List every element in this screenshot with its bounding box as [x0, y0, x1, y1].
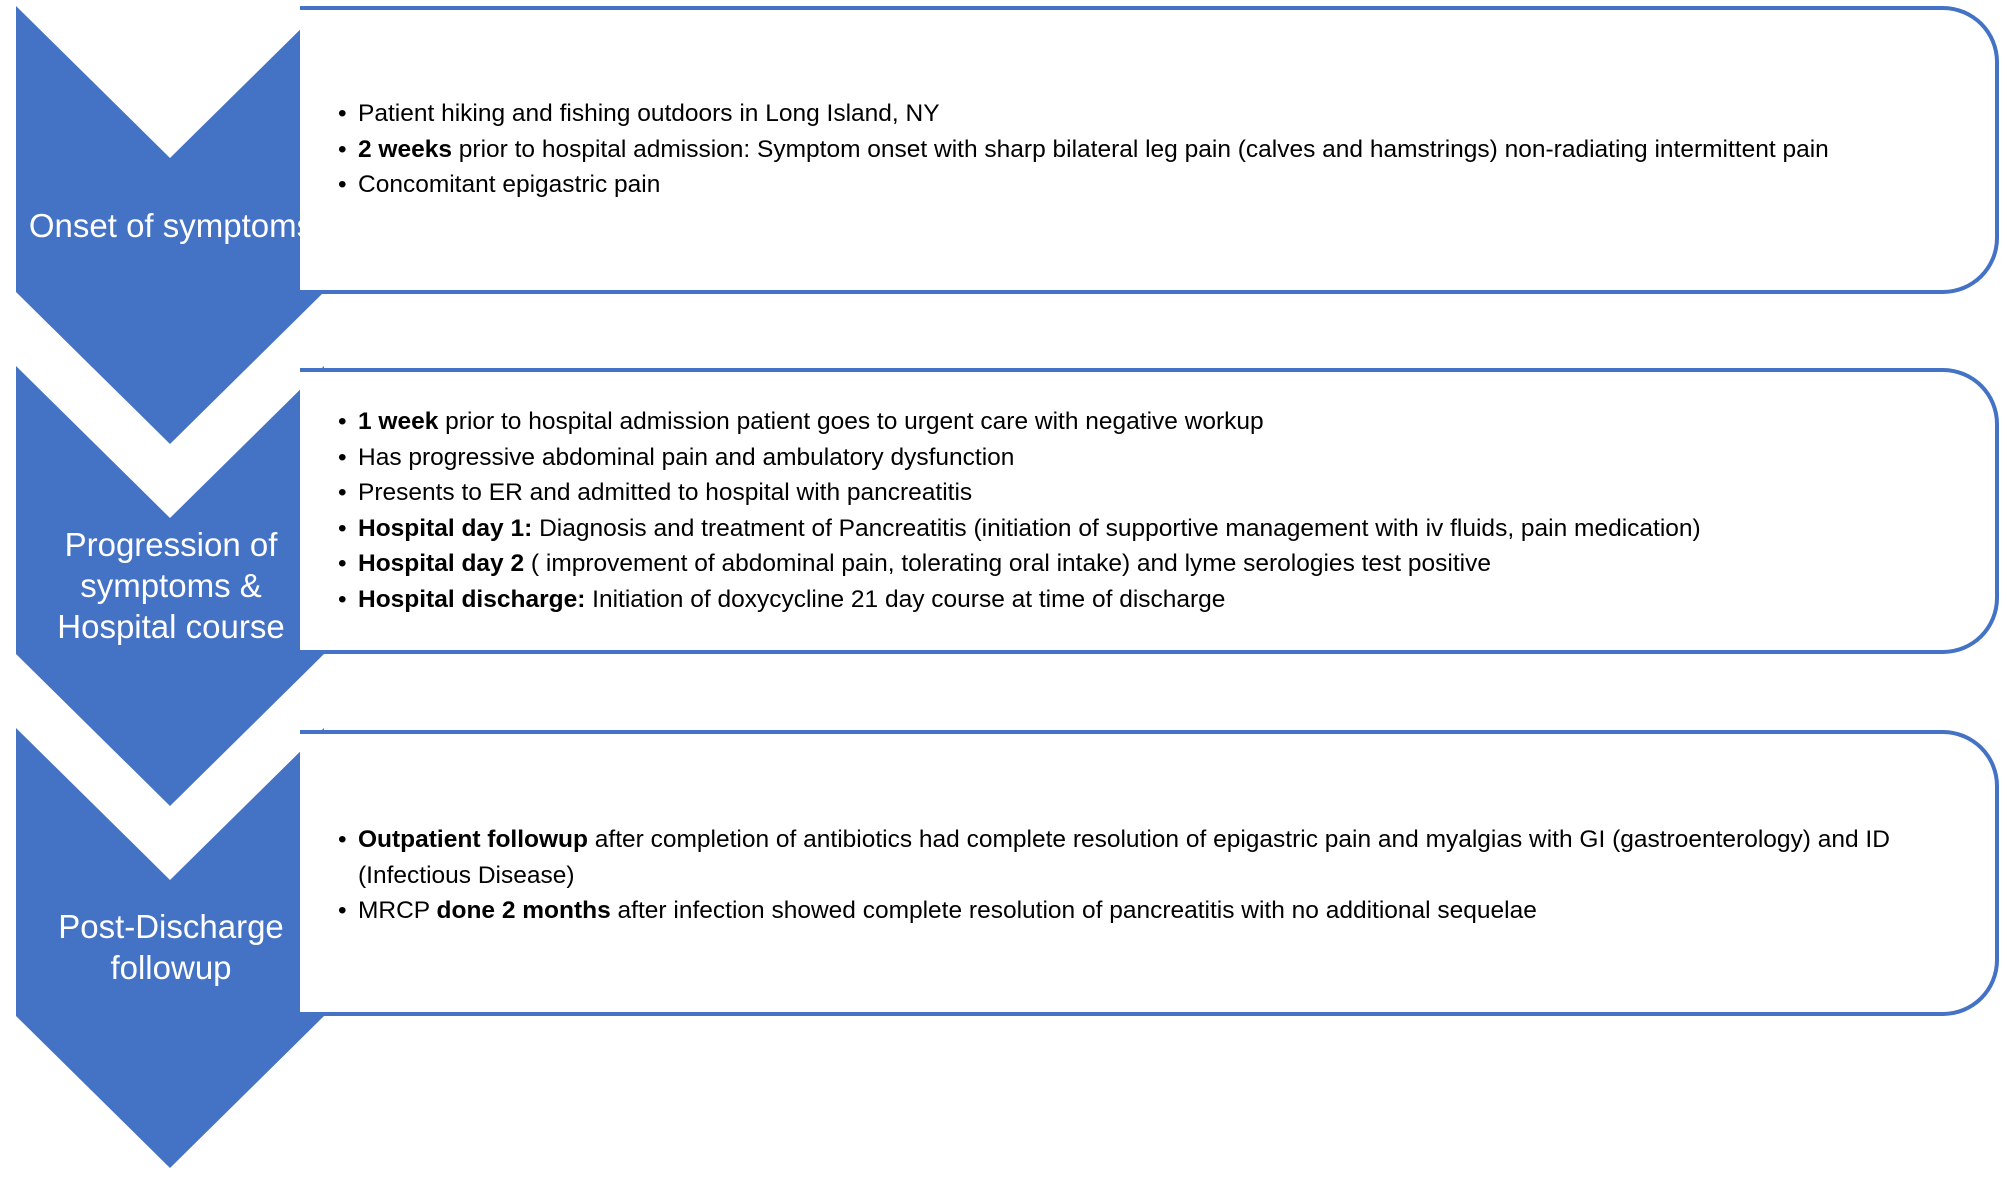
bullets-progression	[338, 404, 1977, 617]
bullet-item: • MRCP done 2 months after infection showed complete resolution of pancreatitis with no additional sequelae	[338, 893, 1977, 929]
stage-label-line: Hospital course	[57, 607, 285, 645]
stage-label-onset	[16, 160, 326, 290]
bullet-item: • Presents to ER and admitted to hospital with pancreatitis	[338, 475, 1977, 511]
bullet-item: • Hospital discharge: Initiation of doxycycline 21 day course at time of discharge	[338, 582, 1977, 618]
stage-label-line: Onset of symptoms	[28, 206, 314, 244]
bullet-item: • Hospital day 1: Diagnosis and treatment of Pancreatitis (initiation of supportive management with iv fluids, pain medication)	[338, 511, 1977, 547]
stage-label-line: followup	[110, 949, 232, 986]
bullet-item: • 2 weeks prior to hospital admission: Symptom onset with sharp bilateral leg pain (calves and hamstrings) non-radiating intermittent pain	[338, 132, 1977, 168]
stage-label-post-discharge	[16, 882, 326, 1012]
stage-label-line: Progression of	[64, 525, 278, 563]
bullets-post-discharge	[338, 822, 1977, 929]
stage-label-progression	[16, 520, 326, 650]
bullet-item: • Hospital day 2 ( improvement of abdominal pain, tolerating oral intake) and lyme serologies test positive	[338, 546, 1977, 582]
bullet-item: • Has progressive abdominal pain and ambulatory dysfunction	[338, 440, 1977, 476]
bullet-item: • 1 week prior to hospital admission patient goes to urgent care with negative workup	[338, 404, 1977, 440]
stage-label-line: Post-Discharge	[58, 908, 284, 945]
bullet-item: • Patient hiking and fishing outdoors in Long Island, NY	[338, 96, 1977, 132]
bullets-onset	[338, 96, 1977, 203]
bullet-item: • Concomitant epigastric pain	[338, 167, 1977, 203]
bullet-item: • Outpatient followup after completion of antibiotics had complete resolution of epigastric pain and myalgias with GI (gastroenterology) and ID (Infectious Disease)	[338, 822, 1977, 893]
stage-label-line: symptoms &	[80, 566, 262, 604]
